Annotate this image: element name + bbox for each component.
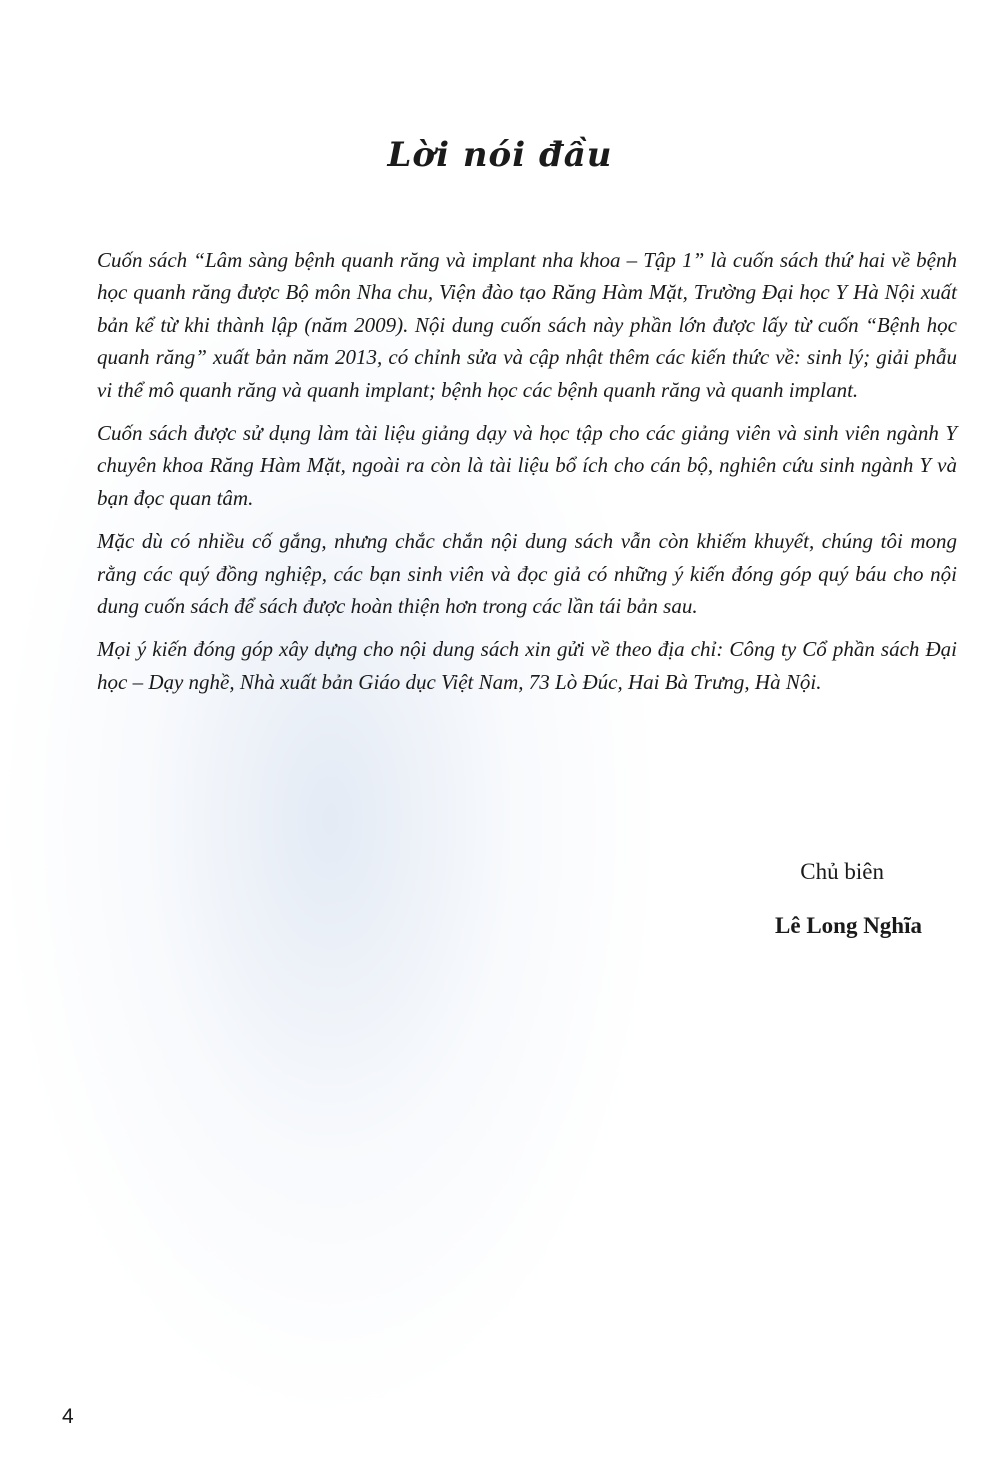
paragraph-2: Cuốn sách được sử dụng làm tài liệu giảng dạy và học tập cho các giảng viên và sinh viên ngành Y chuyên khoa Răng Hàm Mặt, ngoài ra còn là tài liệu bổ ích cho cán bộ, nghiên cứu sinh ngành Y và bạn đọc quan tâm. — [97, 421, 957, 510]
preface-body — [97, 244, 957, 709]
signature-role: Chủ biên — [800, 859, 884, 884]
paragraph-4: Mọi ý kiến đóng góp xây dựng cho nội dung sách xin gửi về theo địa chỉ: Công ty Cổ phần sách Đại học – Dạy nghề, Nhà xuất bản Giáo dục Việt Nam, 73 Lò Đúc, Hai Bà Trưng, Hà Nội. — [97, 637, 957, 694]
signature-name: Lê Long Nghĩa — [775, 913, 922, 938]
paragraph-3: Mặc dù có nhiều cố gắng, nhưng chắc chắn nội dung sách vẫn còn khiếm khuyết, chúng tôi mong rằng các quý đồng nghiệp, các bạn sinh viên và đọc giả có những ý kiến đóng góp quý báu cho nội dung cuốn sách để sách được hoàn thiện hơn trong các lần tái bản sau. — [97, 529, 957, 619]
paragraph-1: Cuốn sách “Lâm sàng bệnh quanh răng và implant nha khoa – Tập 1” là cuốn sách thứ hai về bệnh học quanh răng được Bộ môn Nha chu, Viện đào tạo Răng Hàm Mặt, Trường Đại học Y Hà Nội xuất bản kể từ khi thành lập (năm 2009). Nội dung cuốn sách này phần lớn được lấy từ cuốn “Bệnh học quanh răng” xuất bản năm 2013, có chỉnh sửa và cập nhật thêm các kiến thức về: sinh lý; giải phẫu vi thể mô quanh răng và quanh implant; bệnh học các bệnh quanh răng và quanh implant. — [97, 248, 957, 402]
signature-block — [775, 855, 922, 943]
page-number: 4 — [62, 1405, 74, 1428]
page-title: Lời nói đầu — [387, 135, 613, 175]
